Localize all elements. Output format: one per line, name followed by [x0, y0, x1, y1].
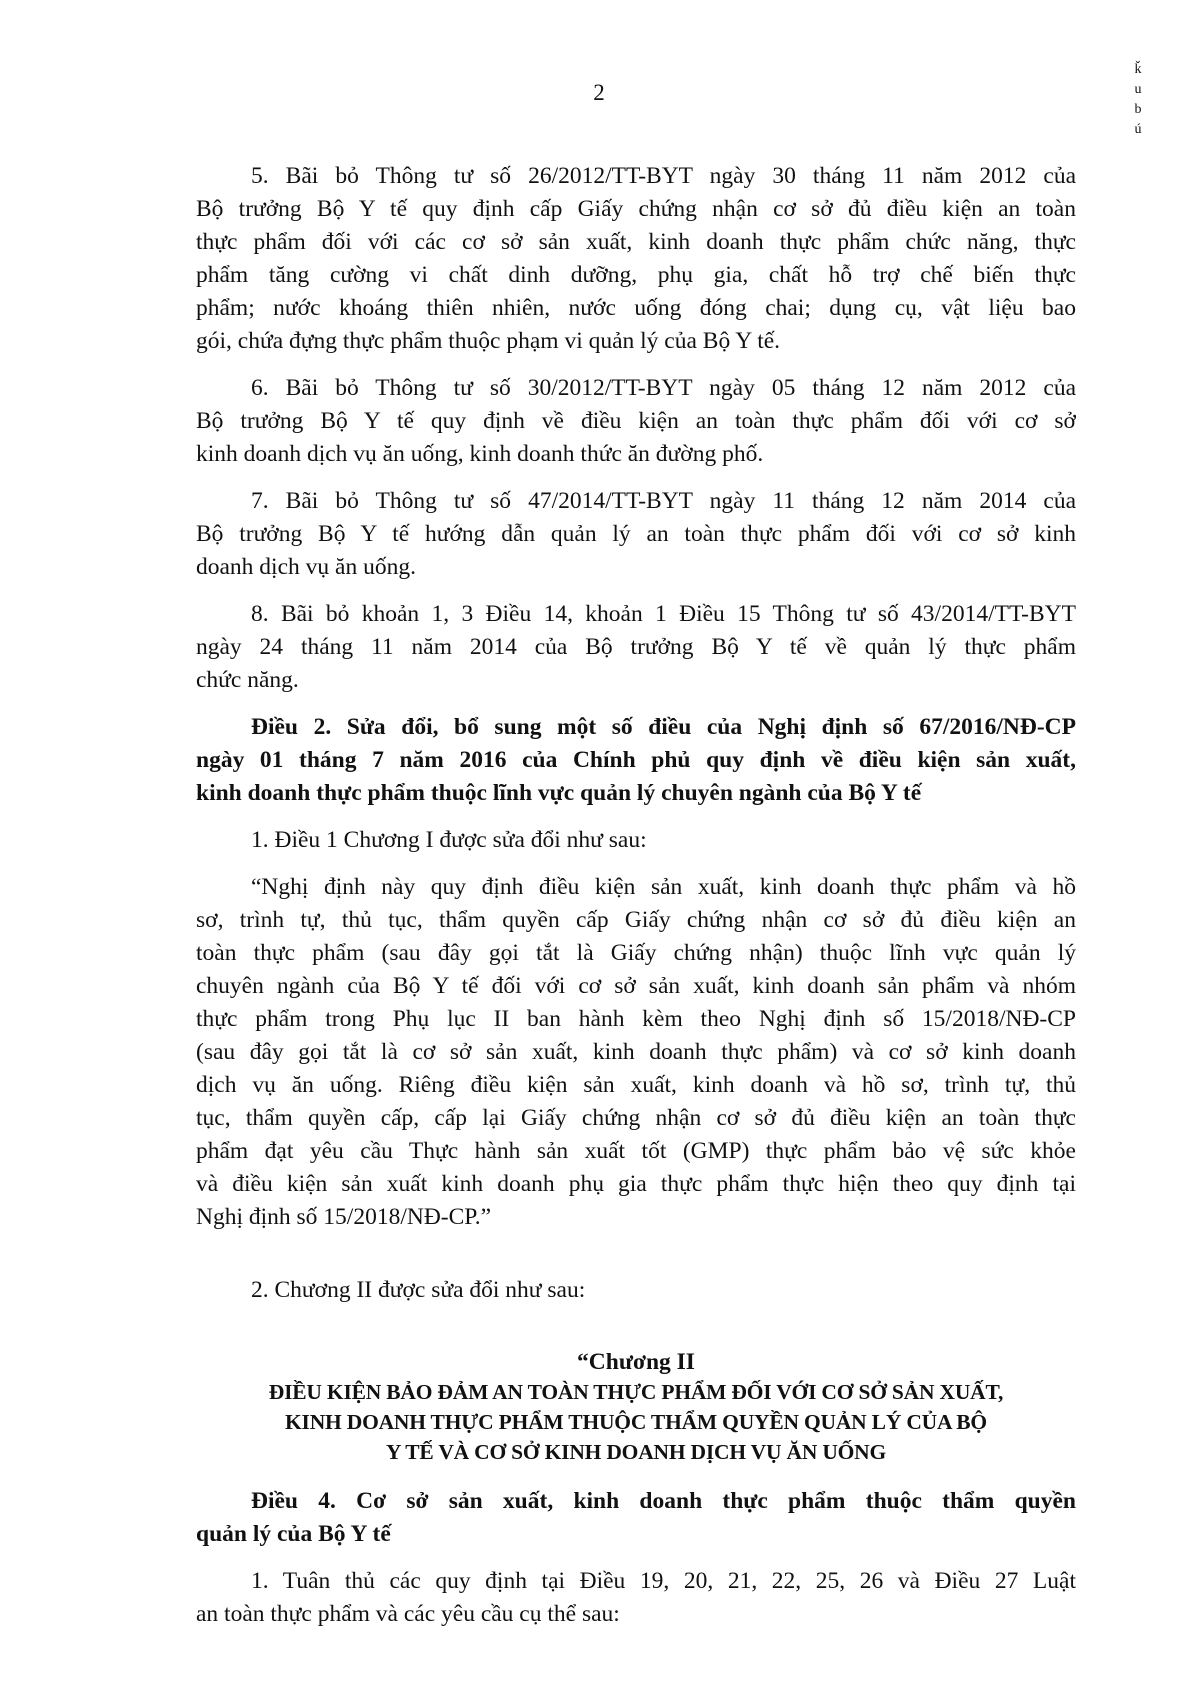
page-number: 2	[593, 80, 605, 105]
text-line: thực phẩm trong Phụ lục II ban hành kèm theo Nghị định số 15/2018/NĐ-CP	[196, 1006, 1076, 1032]
text-line: quản lý của Bộ Y tế	[196, 1521, 391, 1547]
text-line: 5. Bãi bỏ Thông tư số 26/2012/TT-BYT ngày 30 tháng 11 năm 2012 của	[251, 163, 1076, 189]
text-line: Điều 4. Cơ sở sản xuất, kinh doanh thực phẩm thuộc thẩm quyền	[251, 1488, 1076, 1514]
text-line: 1. Điều 1 Chương I được sửa đổi như sau:	[251, 827, 647, 853]
paragraph-p8	[196, 598, 1076, 697]
margin-mark: ú	[1134, 122, 1142, 137]
paragraph-d4k1	[196, 1565, 1076, 1631]
chapter-heading-line: ĐIỀU KIỆN BẢO ĐẢM AN TOÀN THỰC PHẨM ĐỐI VỚI CƠ SỞ SẢN XUẤT,	[268, 1380, 1004, 1404]
paragraph-dieu2	[196, 711, 1076, 810]
text-line: “Nghị định này quy định điều kiện sản xuất, kinh doanh thực phẩm và hồ	[251, 874, 1076, 900]
paragraph-p7	[196, 485, 1076, 584]
paragraph-dieu4	[196, 1485, 1076, 1551]
text-line: Bộ trưởng Bộ Y tế quy định về điều kiện an toàn thực phẩm đối với cơ sở	[196, 408, 1076, 434]
text-line: 2. Chương II được sửa đổi như sau:	[251, 1277, 586, 1303]
text-line: Bộ trưởng Bộ Y tế hướng dẫn quản lý an toàn thực phẩm đối với cơ sở kinh	[196, 521, 1076, 547]
text-line: 6. Bãi bỏ Thông tư số 30/2012/TT-BYT ngày 05 tháng 12 năm 2012 của	[251, 375, 1076, 401]
margin-mark: b	[1134, 102, 1142, 117]
paragraph-k2	[196, 1274, 1076, 1307]
text-line: thực phẩm đối với các cơ sở sản xuất, kinh doanh thực phẩm chức năng, thực	[196, 229, 1076, 255]
text-line: (sau đây gọi tắt là cơ sở sản xuất, kinh doanh thực phẩm) và cơ sở kinh doanh	[196, 1039, 1076, 1065]
text-line: toàn thực phẩm (sau đây gọi tắt là Giấy chứng nhận) thuộc lĩnh vực quản lý	[196, 940, 1076, 966]
paragraph-k1	[196, 824, 1076, 857]
text-line: kinh doanh thực phẩm thuộc lĩnh vực quản lý chuyên ngành của Bộ Y tế	[196, 780, 922, 806]
text-line: an toàn thực phẩm và các yêu cầu cụ thể sau:	[196, 1601, 620, 1627]
text-line: chức năng.	[196, 667, 299, 693]
chapter-title: “Chương II	[577, 1349, 695, 1375]
text-line: gói, chứa đựng thực phẩm thuộc phạm vi quản lý của Bộ Y tế.	[196, 328, 781, 354]
margin-mark: u	[1134, 82, 1142, 97]
document-body	[196, 160, 1076, 1645]
text-line: ngày 01 tháng 7 năm 2016 của Chính phủ quy định về điều kiện sản xuất,	[196, 747, 1076, 773]
chapter-heading-block	[196, 1347, 1076, 1467]
margin-mark: ǩ	[1134, 62, 1142, 77]
text-line: phẩm; nước khoáng thiên nhiên, nước uống đóng chai; dụng cụ, vật liệu bao	[196, 295, 1076, 321]
paragraph-quote1	[196, 871, 1076, 1234]
text-line: 8. Bãi bỏ khoản 1, 3 Điều 14, khoản 1 Điều 15 Thông tư số 43/2014/TT-BYT	[251, 601, 1076, 627]
text-line: Bộ trưởng Bộ Y tế quy định cấp Giấy chứng nhận cơ sở đủ điều kiện an toàn	[196, 196, 1076, 222]
text-line: sơ, trình tự, thủ tục, thẩm quyền cấp Giấy chứng nhận cơ sở đủ điều kiện an	[196, 907, 1076, 933]
text-line: ngày 24 tháng 11 năm 2014 của Bộ trưởng Bộ Y tế về quản lý thực phẩm	[196, 634, 1076, 660]
text-line: Nghị định số 15/2018/NĐ-CP.”	[196, 1204, 492, 1230]
chapter-heading-line: KINH DOANH THỰC PHẨM THUỘC THẨM QUYỀN QUẢN LÝ CỦA BỘ	[285, 1410, 987, 1434]
text-line: doanh dịch vụ ăn uống.	[196, 554, 416, 580]
text-line: kinh doanh dịch vụ ăn uống, kinh doanh thức ăn đường phố.	[196, 441, 764, 467]
paragraphs-section	[196, 160, 1076, 1307]
paragraph-p6	[196, 372, 1076, 471]
text-line: dịch vụ ăn uống. Riêng điều kiện sản xuất, kinh doanh và hồ sơ, trình tự, thủ	[196, 1072, 1076, 1098]
margin-handwritten-marks	[1128, 60, 1148, 140]
text-line: tục, thẩm quyền cấp, cấp lại Giấy chứng nhận cơ sở đủ điều kiện an toàn thực	[196, 1105, 1076, 1131]
text-line: phẩm tăng cường vi chất dinh dưỡng, phụ gia, chất hỗ trợ chế biến thực	[196, 262, 1076, 288]
text-line: phẩm đạt yêu cầu Thực hành sản xuất tốt (GMP) thực phẩm bảo vệ sức khỏe	[196, 1138, 1076, 1164]
paragraph-p5	[196, 160, 1076, 358]
text-line: Điều 2. Sửa đổi, bổ sung một số điều của Nghị định số 67/2016/NĐ-CP	[251, 714, 1076, 740]
text-line: và điều kiện sản xuất kinh doanh phụ gia thực phẩm thực hiện theo quy định tại	[196, 1171, 1076, 1197]
text-line: chuyên ngành của Bộ Y tế đối với cơ sở sản xuất, kinh doanh sản phẩm và nhóm	[196, 973, 1076, 999]
paragraphs-section	[196, 1485, 1076, 1631]
text-line: 7. Bãi bỏ Thông tư số 47/2014/TT-BYT ngày 11 tháng 12 năm 2014 của	[251, 488, 1076, 514]
chapter-heading-line: Y TẾ VÀ CƠ SỞ KINH DOANH DỊCH VỤ ĂN UỐNG	[385, 1440, 887, 1464]
text-line: 1. Tuân thủ các quy định tại Điều 19, 20, 21, 22, 25, 26 và Điều 27 Luật	[251, 1568, 1076, 1594]
